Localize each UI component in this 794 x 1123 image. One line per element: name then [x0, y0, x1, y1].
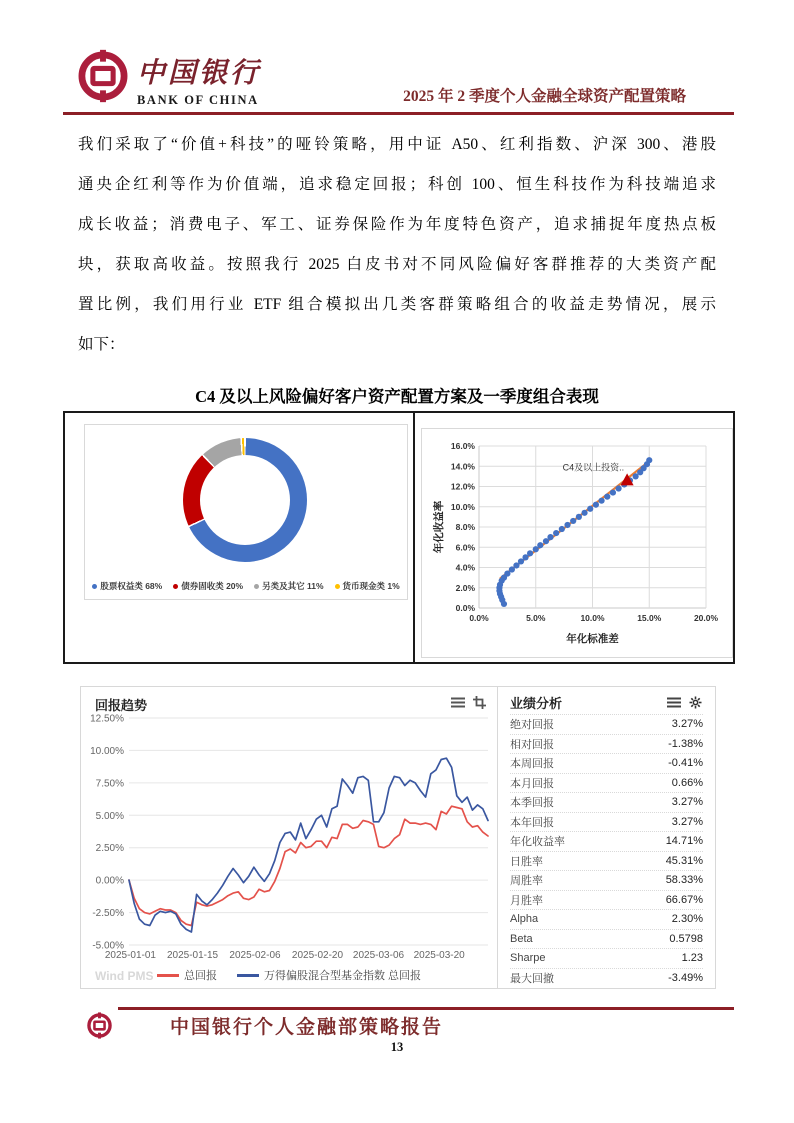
perf-row-value: 66.67% [665, 893, 703, 906]
perf-row-label: Sharpe [510, 952, 546, 965]
legend-line-icon [237, 974, 259, 977]
donut-legend [85, 580, 407, 592]
perf-row-label: 相对回报 [510, 738, 554, 751]
perf-row-label: 本周回报 [510, 758, 554, 771]
efficient-frontier-chart [421, 428, 733, 658]
paragraph-line: 我们采取了“价值+科技”的哑铃策略，用中证 A50、红利指数、沪深 300、港股 [78, 136, 716, 153]
perf-row [510, 734, 703, 754]
perf-row-value: -0.41% [668, 757, 703, 770]
svg-text:-5.00%: -5.00% [92, 940, 124, 952]
brand-chinese: 中国银行 [137, 58, 262, 89]
svg-text:7.50%: 7.50% [95, 778, 124, 790]
svg-text:-2.50%: -2.50% [92, 908, 124, 920]
perf-row-label: 日胜率 [510, 855, 543, 868]
perf-row [510, 890, 703, 910]
perf-row [510, 948, 703, 968]
paragraph-line: 块，获取高收益。按照我行 2025 白皮书对不同风险偏好客群推荐的大类资产配 [78, 256, 716, 273]
perf-row [510, 929, 703, 949]
perf-row-label: Alpha [510, 913, 539, 926]
gear-icon[interactable] [689, 696, 703, 709]
donut-hole [200, 455, 290, 545]
performance-title: 业绩分析 [510, 696, 563, 711]
svg-text:2025-03-20: 2025-03-20 [413, 950, 465, 961]
perf-row-label: 本季回报 [510, 797, 554, 810]
svg-text:12.0%: 12.0% [450, 481, 475, 492]
legend-marker-icon [254, 584, 259, 589]
scatter-svg [422, 429, 734, 659]
perf-row-label: 本年回报 [510, 816, 554, 829]
paragraph-line: 如下： [78, 336, 125, 353]
perf-row-value: 58.33% [665, 874, 703, 887]
paragraph-line: 通央企红利等作为价值端，追求稳定回报；科创 100、恒生科技作为科技端追求 [78, 176, 716, 193]
legend-line-icon [157, 974, 179, 977]
paragraph-line: 成长收益；消费电子、军工、证券保险作为年度特色资产，追求捕捉年度热点板 [78, 216, 716, 233]
allocation-donut-chart [84, 424, 408, 600]
donut-legend-item: 债券固收类 20% [173, 580, 243, 592]
legend-marker-icon [335, 584, 340, 589]
svg-text:4.0%: 4.0% [455, 562, 475, 573]
page-number: 13 [390, 1040, 404, 1054]
perf-row-value: 1.23 [681, 952, 703, 965]
brand-block [137, 51, 261, 108]
paragraph-line: 置比例，我们用行业 ETF 组合模拟出几类客群策略组合的收益走势情况，展示 [78, 296, 716, 313]
perf-row [510, 792, 703, 812]
figure-cell-frontier [415, 413, 733, 662]
footer-rule [118, 1007, 734, 1010]
perf-row-value: 0.66% [671, 776, 703, 789]
perf-row-value: -3.49% [668, 971, 703, 984]
figure-cell-allocation [65, 413, 415, 662]
perf-row [510, 812, 703, 832]
svg-text:2.0%: 2.0% [455, 582, 475, 593]
svg-text:14.0%: 14.0% [450, 461, 475, 472]
header-rule [63, 112, 734, 115]
perf-row-label: 周胜率 [510, 875, 543, 888]
svg-text:2025-01-15: 2025-01-15 [166, 950, 219, 961]
svg-text:6.0%: 6.0% [455, 542, 475, 553]
perf-row [510, 714, 703, 734]
svg-text:0.0%: 0.0% [469, 613, 489, 623]
perf-row-value: 14.71% [665, 835, 703, 848]
boc-logo-icon [76, 49, 130, 103]
svg-text:0.00%: 0.00% [95, 875, 124, 887]
svg-text:2.50%: 2.50% [95, 843, 124, 855]
svg-text:2025-02-06: 2025-02-06 [229, 950, 281, 961]
perf-row [510, 909, 703, 929]
donut-ring [183, 438, 307, 562]
svg-text:C4及以上投资..: C4及以上投资.. [562, 462, 625, 473]
svg-text:0.0%: 0.0% [455, 603, 475, 613]
svg-text:5.0%: 5.0% [526, 613, 546, 623]
svg-text:15.0%: 15.0% [637, 613, 662, 623]
svg-text:10.0%: 10.0% [450, 501, 475, 512]
perf-row [510, 851, 703, 871]
perf-row [510, 753, 703, 773]
trend-panel-title: 回报趋势 [95, 698, 148, 713]
wind-pms-watermark: Wind PMS [95, 969, 154, 983]
perf-row-value: -1.38% [668, 737, 703, 750]
svg-text:年化标准差: 年化标准差 [566, 633, 619, 645]
legend-marker-icon [92, 584, 97, 589]
svg-text:5.00%: 5.00% [95, 810, 124, 822]
perf-row-value: 2.30% [671, 913, 703, 926]
svg-text:10.00%: 10.00% [90, 745, 124, 757]
perf-row-label: 月胜率 [510, 894, 543, 907]
donut-legend-item: 股票权益类 68% [92, 580, 162, 592]
perf-row-label: 绝对回报 [510, 719, 554, 732]
return-trend-panel [81, 687, 497, 988]
perf-row-label: 年化收益率 [510, 836, 565, 849]
perf-row [510, 870, 703, 890]
legend-marker-icon [173, 584, 178, 589]
svg-text:10.0%: 10.0% [580, 613, 605, 623]
perf-row-label: 本月回报 [510, 777, 554, 790]
svg-text:16.0%: 16.0% [450, 441, 475, 451]
perf-row-value: 0.5798 [669, 932, 703, 945]
wind-pms-dashboard [80, 686, 716, 989]
document-title: 2025 年 2 季度个人金融全球资产配置策略 [403, 88, 686, 105]
perf-row-value: 3.27% [671, 796, 703, 809]
perf-row-value: 3.27% [671, 718, 703, 731]
trend-legend-item: 总回报 [157, 967, 217, 983]
trend-legend-item: 万得偏股混合型基金指数 总回报 [237, 967, 421, 983]
brand-english: BANK OF CHINA [137, 93, 259, 107]
svg-text:2025-02-20: 2025-02-20 [291, 950, 344, 961]
performance-table [510, 714, 703, 987]
menu-icon[interactable] [667, 696, 681, 709]
perf-row [510, 968, 703, 988]
footer-report-name: 中国银行个人金融部策略报告 [170, 1017, 444, 1038]
body-paragraph [78, 125, 716, 365]
donut-legend-item: 货币现金类 1% [335, 580, 400, 592]
crop-icon[interactable] [473, 696, 487, 709]
menu-icon[interactable] [451, 696, 465, 709]
perf-row-label: Beta [510, 932, 533, 945]
svg-text:年化收益率: 年化收益率 [433, 500, 445, 554]
svg-text:2025-03-06: 2025-03-06 [352, 950, 405, 961]
perf-row-value: 3.27% [671, 815, 703, 828]
boc-logo-icon [86, 1012, 113, 1039]
figure-title: C4 及以上风险偏好客户资产配置方案及一季度组合表现 [195, 387, 599, 406]
svg-text:2025-01-01: 2025-01-01 [104, 950, 157, 961]
perf-row-label: 最大回撤 [510, 972, 554, 985]
perf-row [510, 831, 703, 851]
trend-chart-svg [81, 687, 497, 965]
perf-row [510, 773, 703, 793]
svg-text:8.0%: 8.0% [455, 522, 475, 532]
svg-text:12.50%: 12.50% [90, 713, 124, 725]
svg-text:20.0%: 20.0% [693, 613, 719, 623]
donut-legend-item: 另类及其它 11% [254, 580, 323, 592]
performance-panel [497, 687, 715, 988]
figure-table [63, 411, 735, 664]
perf-row-value: 45.31% [665, 854, 703, 867]
